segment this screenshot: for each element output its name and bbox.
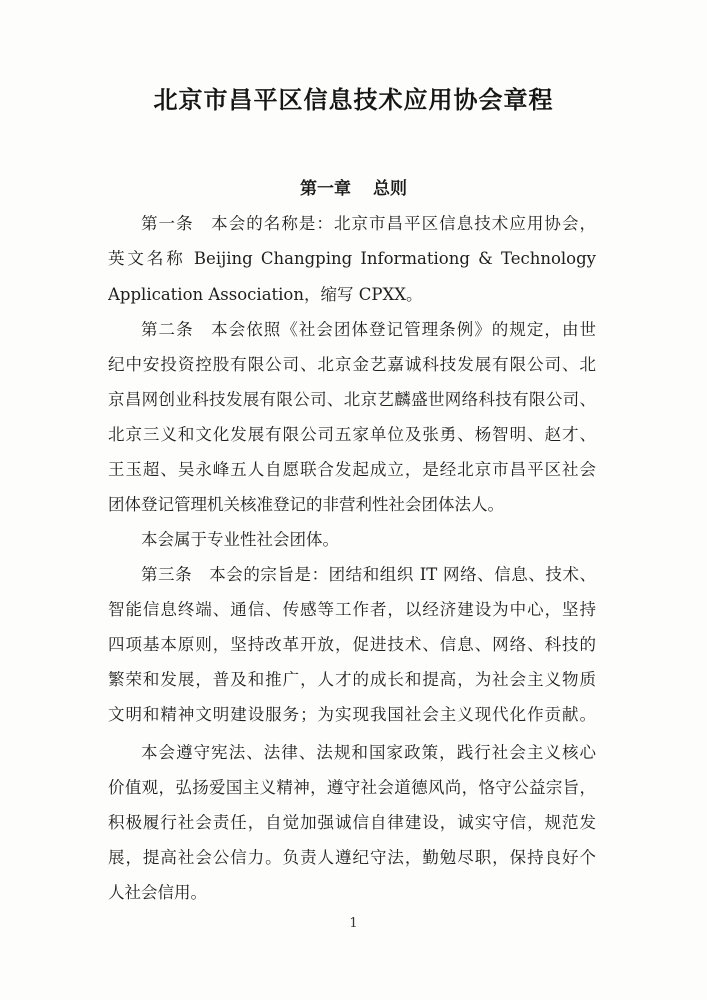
text-line: 纪中安投资控股有限公司、北京金艺嘉诚科技发展有限公司、北	[108, 355, 596, 374]
document-title: 北京市昌平区信息技术应用协会章程	[153, 85, 554, 114]
text-line: 价值观，弘扬爱国主义精神，遵守社会道德风尚，恪守公益宗旨，	[108, 778, 596, 797]
text-line: 第一条 本会的名称是：北京市昌平区信息技术应用协会，	[141, 214, 596, 233]
text-line: 繁荣和发展，普及和推广，人才的成长和提高，为社会主义物质	[108, 670, 596, 689]
text-line: 积极履行社会责任，自觉加强诚信自律建设，诚实守信，规范发	[108, 813, 596, 832]
text-line: 四项基本原则，坚持改革开放，促进技术、信息、网络、科技的	[108, 635, 596, 654]
text-line: 展，提高社会公信力。负责人遵纪守法，勤勉尽职，保持良好个	[108, 848, 596, 867]
chapter-heading	[0, 174, 707, 199]
text-line: 团体登记管理机关核准登记的非营利性社会团体法人。	[108, 495, 504, 514]
text-line: 智能信息终端、通信、传感等工作者，以经济建设为中心，坚持	[108, 600, 596, 619]
text-line: 第二条 本会依照《社会团体登记管理条例》的规定，由世	[141, 320, 596, 339]
text-line: 本会属于专业性社会团体。	[141, 530, 339, 549]
text-line: 北京三义和文化发展有限公司五家单位及张勇、杨智明、赵才、	[108, 425, 596, 444]
text-line: 第三条 本会的宗旨是：团结和组织 IT 网络、信息、技术、	[141, 565, 596, 584]
text-line: 本会遵守宪法、法律、法规和国家政策，践行社会主义核心	[141, 743, 596, 762]
text-line: 京昌网创业科技发展有限公司、北京艺麟盛世网络科技有限公司、	[108, 390, 596, 409]
chapter-number: 第一章	[300, 179, 351, 199]
text-line: 人社会信用。	[108, 883, 207, 902]
text-line: 文明和精神文明建设服务；为实现我国社会主义现代化作贡献。	[108, 705, 596, 724]
chapter-name: 总则	[373, 179, 407, 199]
text-line: 王玉超、吴永峰五人自愿联合发起成立，是经北京市昌平区社会	[108, 460, 596, 479]
text-line: 英文名称 Beijing Changping Informationg & Technology	[108, 249, 596, 268]
page-number: 1	[349, 916, 358, 931]
text-line: Application Association，缩写 CPXX。	[108, 285, 423, 304]
